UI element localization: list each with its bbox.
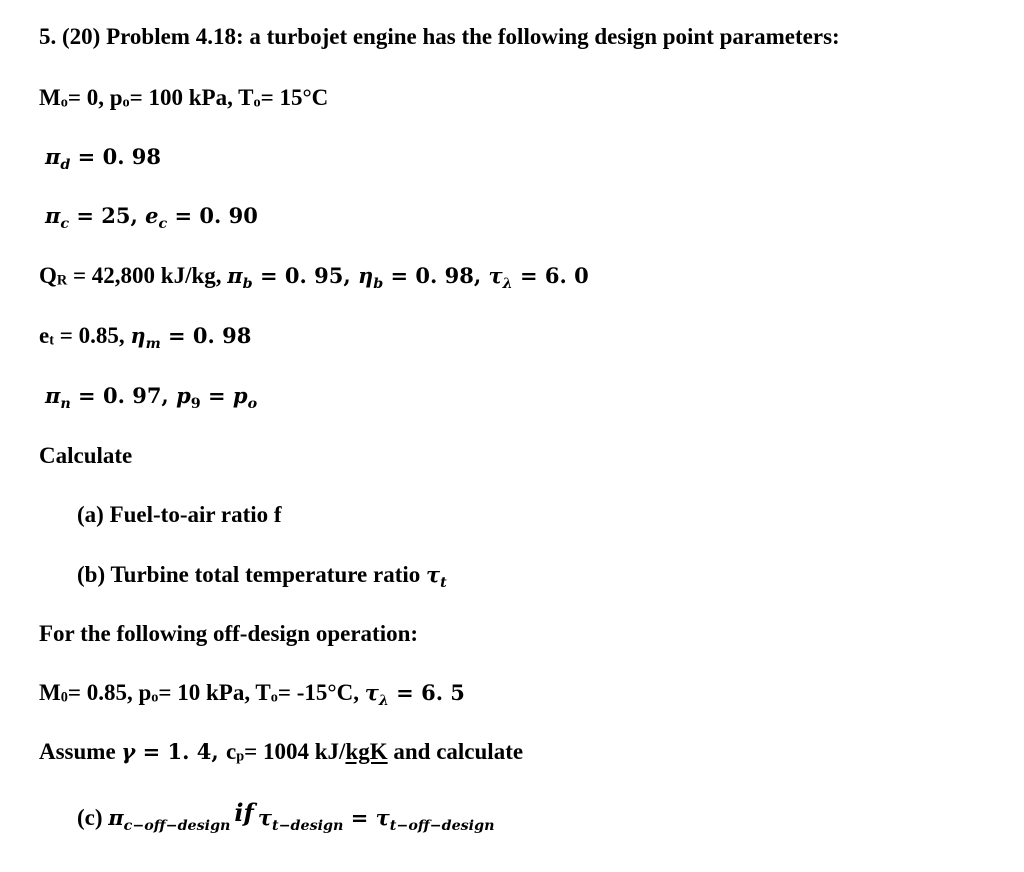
if-word: if <box>234 798 254 827</box>
pi-c-value: = 25, <box>69 203 146 228</box>
e-t-value: = 0.85, <box>53 323 131 348</box>
compressor-parameters <box>45 201 258 231</box>
offdesign-conditions <box>39 678 465 708</box>
mach-subscript: o <box>60 94 68 111</box>
gamma-symbol: γ <box>121 739 136 764</box>
part-c <box>77 798 495 834</box>
cp-symbol: c <box>225 739 237 764</box>
problem-header <box>39 22 840 52</box>
eta-b-symbol: η <box>357 263 374 288</box>
diffuser-ratio <box>45 142 161 172</box>
pressure-subscript: o <box>122 94 130 111</box>
cp-value: = 1004 kJ/ <box>244 739 346 764</box>
calculate-heading <box>39 441 132 471</box>
pi-b-symbol: π <box>227 263 243 288</box>
e-c-value: = 0. 90 <box>167 203 258 228</box>
part-c-label: (c) <box>77 805 109 830</box>
pi-c-offdesign-symbol: π <box>108 805 124 830</box>
offdesign-pressure-subscript: o <box>151 689 159 706</box>
temperature-subscript: o <box>253 94 261 111</box>
part-b-text: (b) Turbine total temperature ratio <box>77 562 427 587</box>
pi-c-offdesign-subscript: c−off−design <box>123 817 231 834</box>
burner-parameters <box>39 261 589 291</box>
p9-equals: = <box>200 383 233 408</box>
cp-subscript: p <box>236 748 245 765</box>
calculate-label: Calculate <box>39 443 133 468</box>
inlet-conditions <box>39 83 328 113</box>
pressure-symbol: p <box>109 85 123 110</box>
q-r-value: = 42,800 kJ/kg, <box>67 263 228 288</box>
pi-d-value: = 0. 98 <box>70 144 162 169</box>
offdesign-temperature-value: = -15°C, <box>277 680 365 705</box>
part-b <box>77 560 447 590</box>
e-c-subscript: c <box>158 215 168 232</box>
kgk-unit: kgK <box>345 739 388 764</box>
temperature-value: = 15°C <box>260 85 329 110</box>
pi-c-symbol: π <box>45 203 61 228</box>
offdesign-temperature-subscript: o <box>270 689 278 706</box>
q-r-subscript: R <box>56 272 68 289</box>
e-t-symbol: e <box>39 323 50 348</box>
tau-t-offdesign-symbol: τ <box>375 805 390 830</box>
eta-m-subscript: m <box>145 335 161 352</box>
offdesign-mach-value: = 0.85, <box>67 680 139 705</box>
offdesign-tau-symbol: τ <box>364 680 379 705</box>
tau-t-symbol: τ <box>426 562 441 587</box>
part-c-equals: = <box>343 805 376 830</box>
pi-n-symbol: π <box>45 383 61 408</box>
gamma-value: = 1. 4, <box>135 739 226 764</box>
offdesign-mach-subscript: 0 <box>60 689 68 706</box>
p9-symbol: p <box>176 383 191 408</box>
tau-t-subscript: t <box>440 574 447 591</box>
tau-lambda-symbol: τ <box>488 263 503 288</box>
p9-subscript: 9 <box>190 395 201 412</box>
tau-lambda-subscript: λ <box>502 275 513 292</box>
tau-t-design-symbol: τ <box>257 805 273 830</box>
offdesign-tau-value: = 6. 5 <box>388 680 465 705</box>
temperature-symbol: T <box>238 85 254 110</box>
offdesign-temperature-symbol: T <box>255 680 271 705</box>
po-symbol: p <box>232 383 248 408</box>
eta-b-subscript: b <box>373 275 384 292</box>
mach-value: = 0, <box>67 85 110 110</box>
assume-post: and calculate <box>387 739 524 764</box>
turbine-parameters <box>39 321 251 351</box>
offdesign-label: For the following off-design operation: <box>39 621 419 646</box>
offdesign-mach-symbol: M <box>39 680 61 705</box>
assumptions <box>39 737 523 767</box>
po-subscript: o <box>247 395 258 412</box>
assume-label: Assume <box>39 739 122 764</box>
pi-n-subscript: n <box>60 395 71 412</box>
eta-m-value: = 0. 98 <box>160 323 252 348</box>
nozzle-parameters <box>45 381 257 411</box>
pressure-value: = 100 kPa, <box>129 85 239 110</box>
e-t-subscript: t <box>49 332 54 349</box>
tau-t-design-subscript: t−design <box>272 817 344 834</box>
eta-b-value: = 0. 98, <box>383 263 489 288</box>
mach-symbol: M <box>39 85 61 110</box>
pi-c-subscript: c <box>60 215 70 232</box>
part-a-text: (a) Fuel-to-air ratio f <box>77 502 282 527</box>
offdesign-pressure-symbol: p <box>138 680 152 705</box>
e-c-symbol: e <box>145 203 159 228</box>
part-a <box>77 500 282 530</box>
q-r-symbol: Q <box>39 263 57 288</box>
eta-m-symbol: η <box>130 323 146 348</box>
offdesign-heading <box>39 619 418 649</box>
problem-header-text: 5. (20) Problem 4.18: a turbojet engine has the following design point parameters: <box>39 24 840 49</box>
tau-t-offdesign-subscript: t−off−design <box>389 817 495 834</box>
pi-b-value: = 0. 95, <box>252 263 358 288</box>
offdesign-pressure-value: = 10 kPa, <box>158 680 256 705</box>
pi-d-subscript: d <box>60 156 71 173</box>
offdesign-tau-subscript: λ <box>378 692 389 709</box>
pi-d-symbol: π <box>45 144 61 169</box>
tau-lambda-value: = 6. 0 <box>512 263 589 288</box>
pi-n-value: = 0. 97, <box>70 383 177 408</box>
pi-b-subscript: b <box>242 275 253 292</box>
